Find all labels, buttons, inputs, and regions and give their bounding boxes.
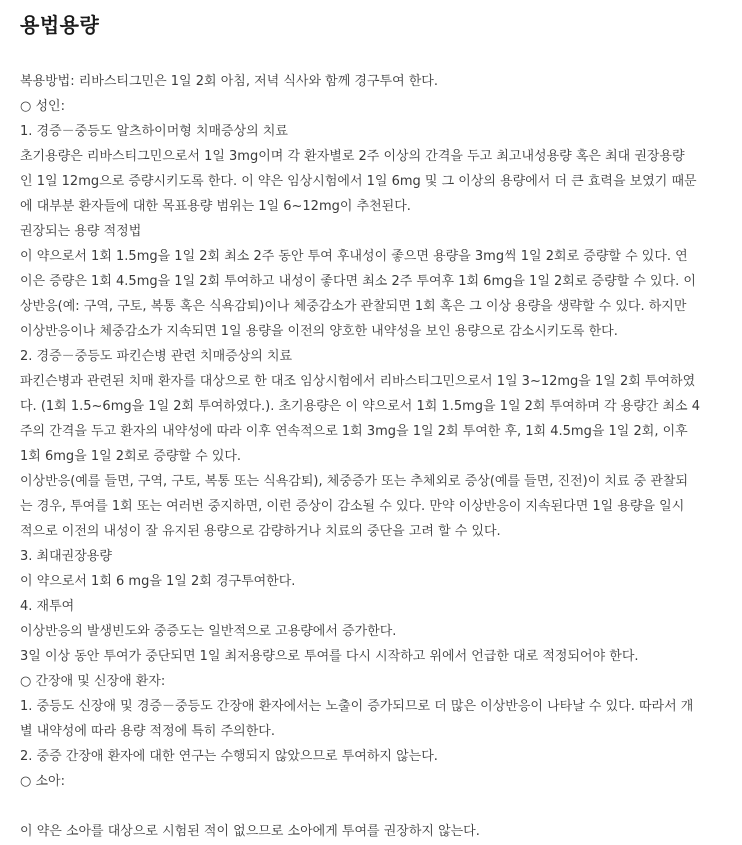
text-line: 파킨슨병과 관련된 치매 환자를 대상으로 한 대조 임상시험에서 리바스티그민으로서 1일 3~12mg을 1일 2회 투여하였: [20, 374, 696, 389]
subsection-heading: 1. 경증－중등도 알츠하이머형 치매증상의 치료: [20, 124, 288, 139]
subsection-heading: 4. 재투여: [20, 599, 75, 614]
text-line: 2. 중증 간장애 환자에 대한 연구는 수행되지 않았으므로 투여하지 않는다.: [20, 749, 438, 764]
text-line: 주의 간격을 두고 환자의 내약성에 따라 이후 연속적으로 1회 3mg을 1일 2회 투여한 후, 1회 4.5mg을 1일 2회, 이후: [20, 424, 688, 439]
text-line: 3일 이상 동안 투여가 중단되면 1일 최저용량으로 투여를 다시 시작하고 위에서 언급한 대로 적정되어야 한다.: [20, 649, 639, 664]
text-line: 다. (1회 1.5~6mg을 1일 2회 투여하였다.). 초기용량은 이 약으로서 1회 1.5mg을 1일 2회 투여하며 각 용량간 최소 4: [20, 399, 701, 414]
subsection-heading: 3. 최대권장용량: [20, 549, 112, 564]
page-title: 용법용량: [20, 13, 100, 37]
text-line: 1. 중등도 신장애 및 경증－중등도 간장애 환자에서는 노출이 증가되므로 더 많은 이상반응이 나타날 수 있다. 따라서 개: [20, 699, 694, 714]
text-line: 에 대부분 환자들에 대한 목표용량 범위는 1일 6~12mg이 추천된다.: [20, 199, 411, 214]
text-line: 초기용량은 리바스티그민으로서 1일 3mg이며 각 환자별로 2주 이상의 간격을 두고 최고내성용량 혹은 최대 권장용량: [20, 149, 685, 164]
dosage-text: [20, 69, 722, 844]
text-line: 이은 증량은 1회 4.5mg을 1일 2회 투여하고 내성이 좋다면 최소 2주 투여후 1회 6mg을 1일 2회로 증량할 수 있다. 이: [20, 274, 696, 289]
subsection-heading: 2. 경증－중등도 파킨슨병 관련 치매증상의 치료: [20, 349, 293, 364]
subsection-heading: 권장되는 용량 적정법: [20, 224, 142, 239]
text-line: 복용방법: 리바스티그민은 1일 2회 아침, 저녁 식사와 함께 경구투여 한다.: [20, 74, 439, 89]
text-line: 인 1일 12mg으로 증량시키도록 한다. 이 약은 임상시험에서 1일 6mg 및 그 이상의 용량에서 더 큰 효력을 보였기 때문: [20, 174, 697, 189]
text-line: 이 약으로서 1회 1.5mg을 1일 2회 최소 2주 동안 투여 후내성이 좋으면 용량을 3mg씩 1일 2회로 증량할 수 있다. 연: [20, 249, 688, 264]
text-line: 는 경우, 투여를 1회 또는 여러번 중지하면, 이런 증상이 감소될 수 있다. 만약 이상반응이 지속된다면 1일 용량을 일시: [20, 499, 685, 514]
section-heading: ○ 간장애 및 신장애 환자:: [20, 674, 166, 689]
text-line: 이 약으로서 1회 6 mg을 1일 2회 경구투여한다.: [20, 574, 296, 589]
blank-line: [20, 794, 722, 819]
text-line: 이 약은 소아를 대상으로 시험된 적이 없으므로 소아에게 투여를 권장하지 않는다.: [20, 824, 480, 839]
text-line: 별 내약성에 따라 용량 적정에 특히 주의한다.: [20, 724, 275, 739]
text-line: 이상반응(예를 들면, 구역, 구토, 복통 또는 식욕감퇴), 체중증가 또는 추체외로 증상(예를 들면, 진전)이 치료 중 관찰되: [20, 474, 689, 489]
text-line: 이상반응이나 체중감소가 지속되면 1일 용량을 이전의 양호한 내약성을 보인 용량으로 감소시키도록 한다.: [20, 324, 618, 339]
text-line: 상반응(예: 구역, 구토, 복통 혹은 식욕감퇴)이나 체중감소가 관찰되면 1회 혹은 그 이상 용량을 생략할 수 있다. 하지만: [20, 299, 687, 314]
section-heading: ○ 소아:: [20, 774, 65, 789]
text-line: 이상반응의 발생빈도와 중증도는 일반적으로 고용량에서 증가한다.: [20, 624, 397, 639]
text-line: 적으로 이전의 내성이 잘 유지된 용량으로 감량하거나 치료의 중단을 고려 할 수 있다.: [20, 524, 501, 539]
text-line: 1회 6mg을 1일 2회로 증량할 수 있다.: [20, 449, 242, 464]
section-heading: ○ 성인:: [20, 99, 65, 114]
